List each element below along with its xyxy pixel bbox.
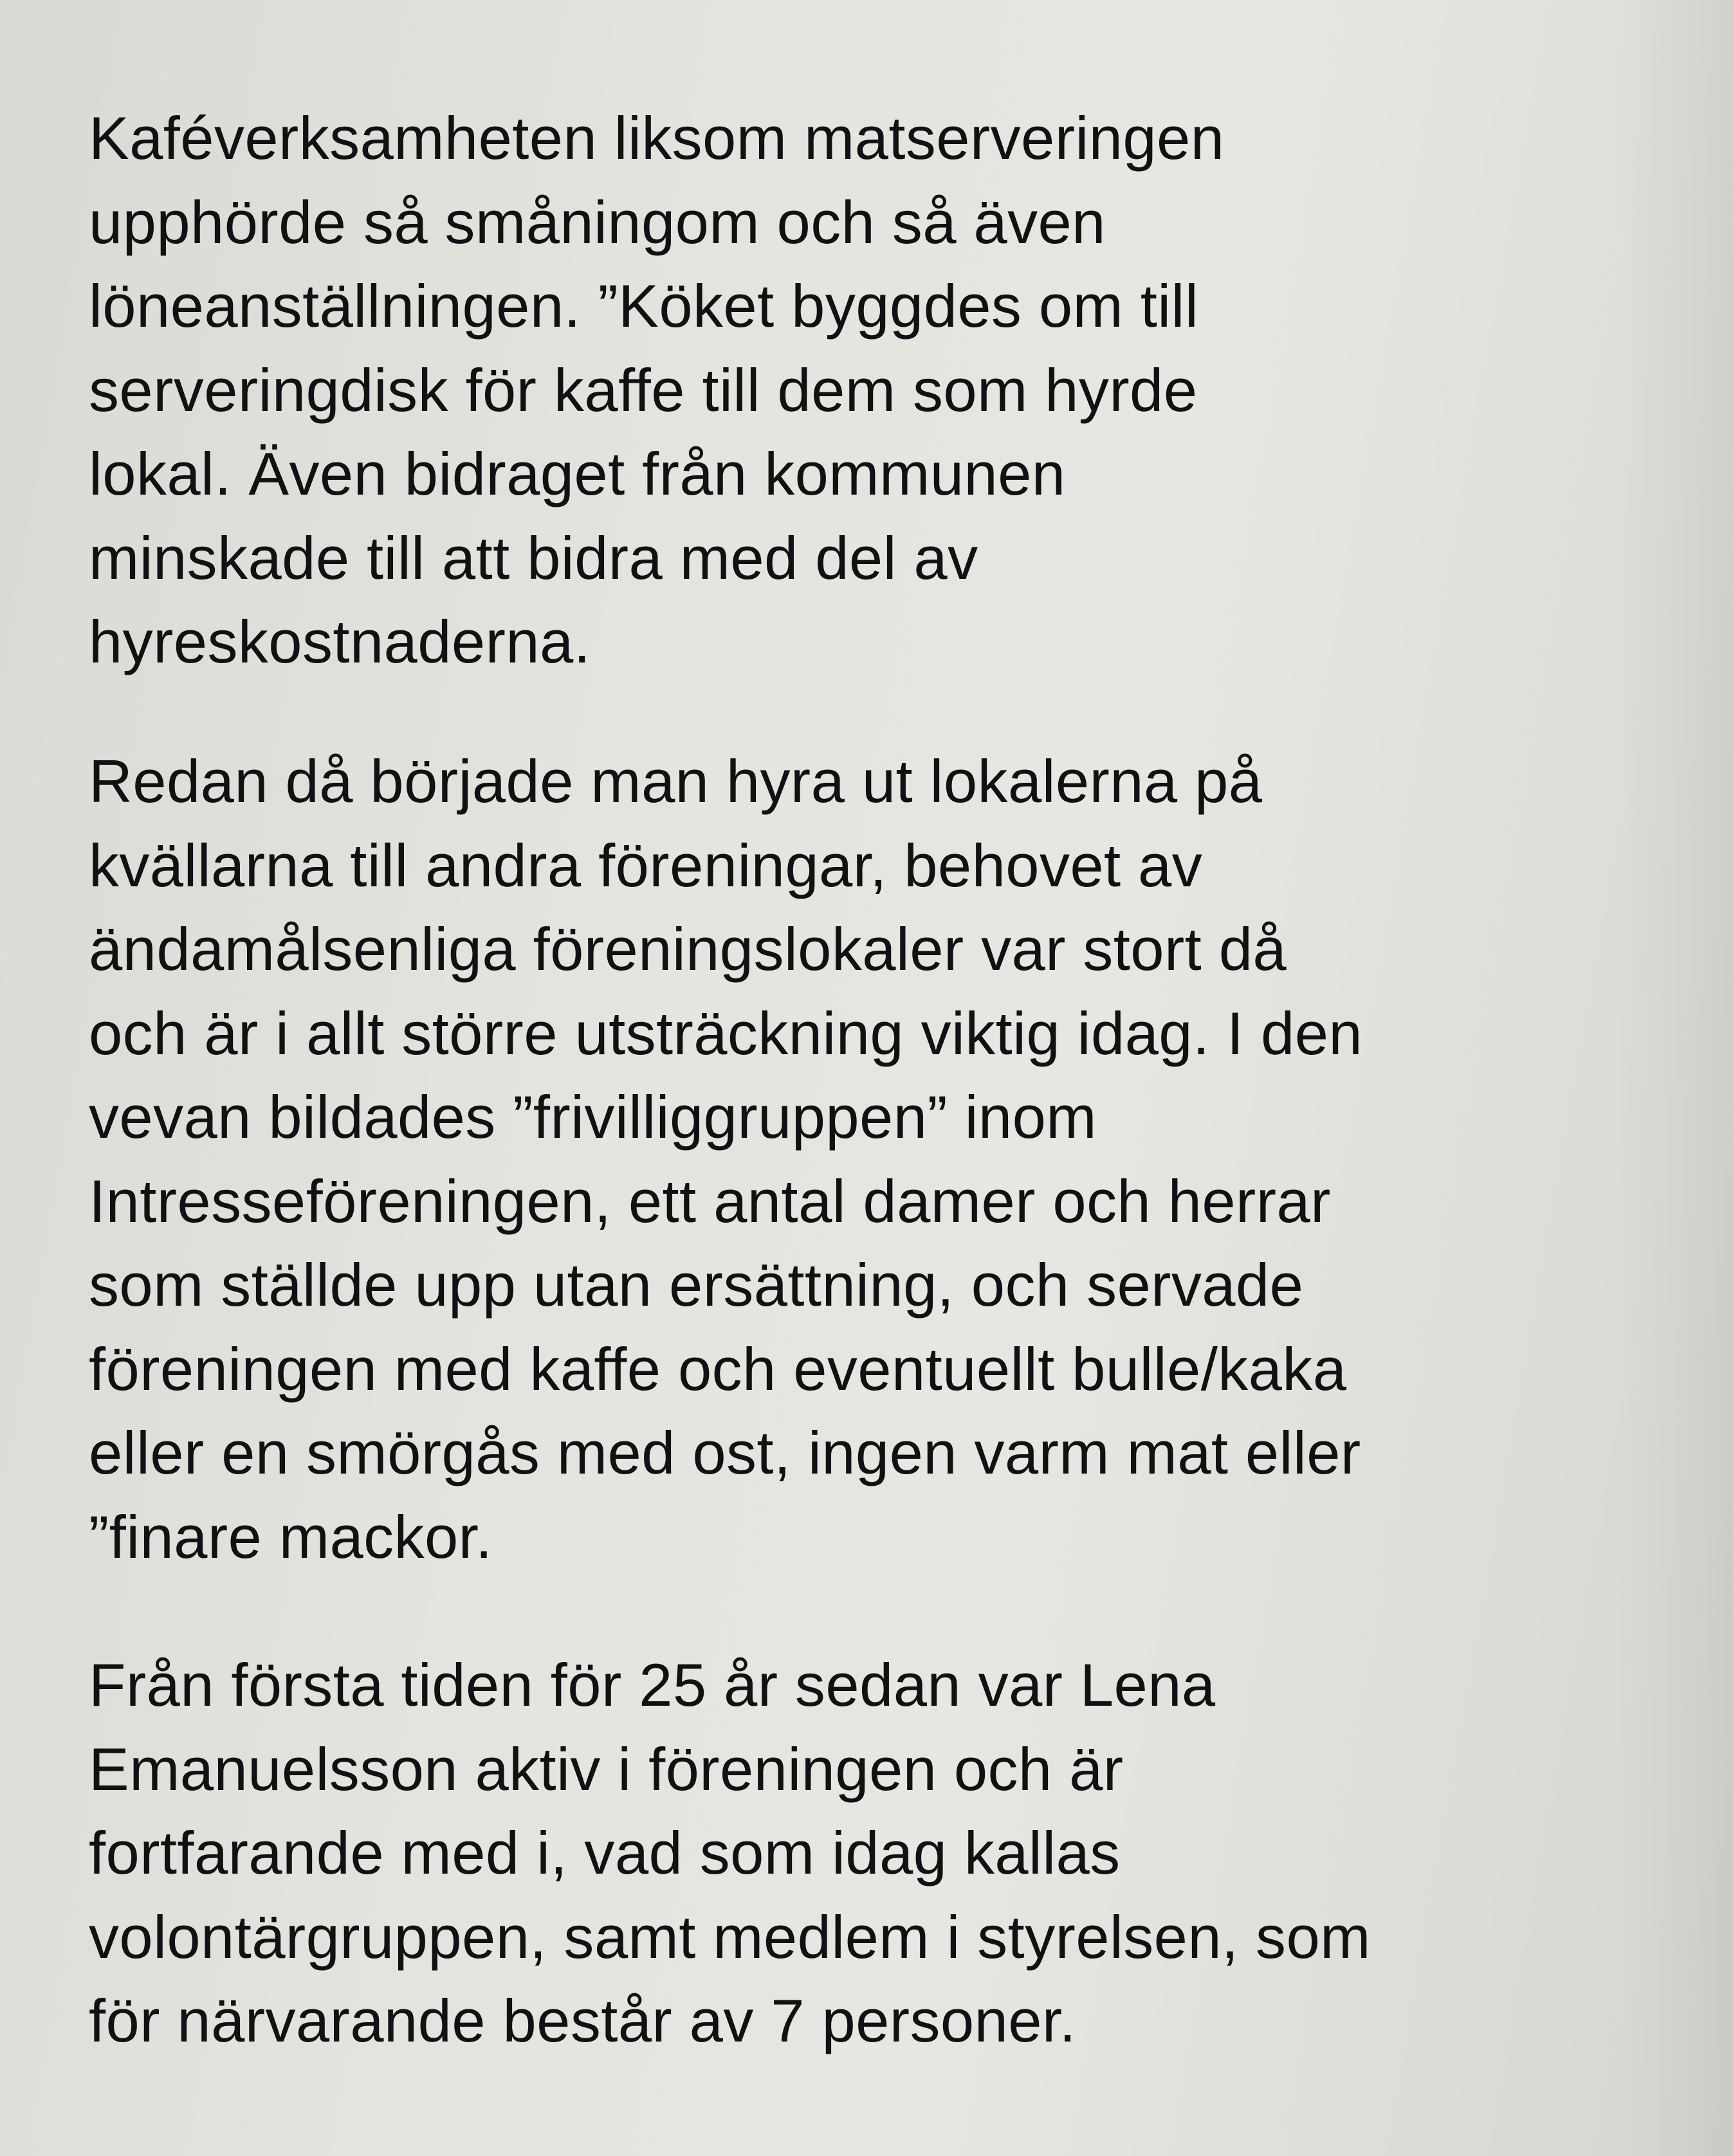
paragraph-1 — [89, 96, 1224, 684]
text-line: hyreskostnaderna. — [89, 608, 591, 675]
text-line: eller en smörgås med ost, ingen varm mat eller — [89, 1419, 1361, 1486]
text-line: ”finare mackor. — [89, 1503, 493, 1571]
text-line: löneanställningen. ”Köket byggdes om till — [89, 272, 1199, 340]
text-line: upphörde så småningom och så även — [89, 188, 1106, 256]
page-shadow — [1617, 0, 1733, 2156]
text-line: för närvarande består av 7 personer. — [89, 1987, 1076, 2054]
text-line: minskade till att bidra med del av — [89, 524, 978, 592]
text-line: som ställde upp utan ersättning, och servade — [89, 1251, 1304, 1319]
text-line: Emanuelsson aktiv i föreningen och är — [89, 1735, 1124, 1803]
text-line: och är i allt större utsträckning viktig idag. I den — [89, 999, 1363, 1067]
text-line: fortfarande med i, vad som idag kallas — [89, 1819, 1121, 1886]
text-line: volontärgruppen, samt medlem i styrelsen, som — [89, 1903, 1371, 1971]
paragraph-3 — [89, 1643, 1371, 2063]
text-line: kvällarna till andra föreningar, behovet av — [89, 831, 1203, 899]
text-line: vevan bildades ”frivilliggruppen” inom — [89, 1083, 1097, 1151]
text-line: ändamålsenliga föreningslokaler var stort då — [89, 915, 1287, 983]
text-line: serveringdisk för kaffe till dem som hyrde — [89, 356, 1198, 424]
text-line: Redan då började man hyra ut lokalerna på — [89, 747, 1263, 815]
paragraph-2 — [89, 740, 1362, 1579]
text-line: Kaféverksamheten liksom matserveringen — [89, 104, 1225, 172]
text-line: Intresseföreningen, ett antal damer och herrar — [89, 1167, 1331, 1235]
text-line: lokal. Även bidraget från kommunen — [89, 440, 1066, 507]
text-line: föreningen med kaffe och eventuellt bulle/kaka — [89, 1335, 1347, 1403]
text-line: Från första tiden för 25 år sedan var Lena — [89, 1651, 1216, 1719]
